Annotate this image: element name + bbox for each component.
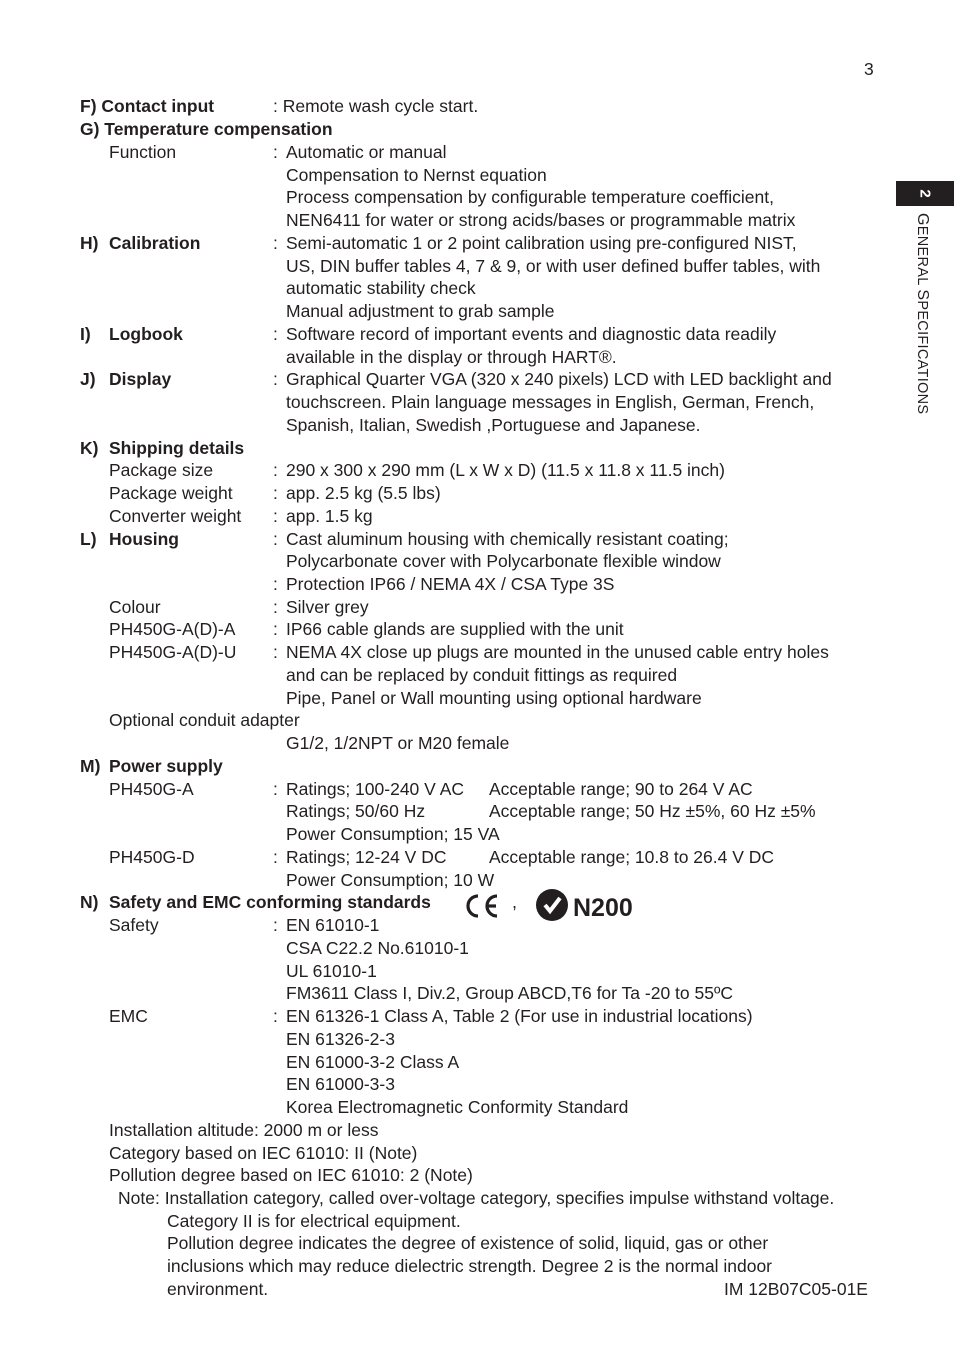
housing-line: Cast aluminum housing with chemically resistant coating; (286, 529, 729, 549)
chapter-tab (896, 181, 954, 206)
converter-weight-value: app. 1.5 kg (286, 506, 373, 526)
section-k-title: Shipping details (109, 438, 245, 458)
section-i-line: available in the display or through HART®. (286, 347, 617, 367)
rating-left: Ratings; 12-24 V DC (286, 847, 447, 867)
ph450g-a-label: PH450G-A (109, 779, 194, 799)
rating-right: Acceptable range; 10.8 to 26.4 V DC (489, 847, 775, 867)
colon: : (273, 597, 278, 617)
section-g-line: Process compensation by configurable temperature coefficient, (286, 187, 775, 207)
colon: : (273, 324, 278, 344)
section-g-function-label: Function (109, 142, 177, 162)
section-f-value: : Remote wash cycle start. (273, 96, 479, 116)
page-number: 3 (864, 59, 874, 79)
note-line: Pollution degree indicates the degree of existence of solid, liquid, gas or other (167, 1233, 769, 1253)
emc-line: Korea Electromagnetic Conformity Standard (286, 1097, 629, 1117)
section-h-title: Calibration (109, 233, 201, 253)
colon: : (273, 1006, 278, 1026)
converter-weight-label: Converter weight (109, 506, 242, 526)
section-j-line: touchscreen. Plain language messages in English, German, French, (286, 392, 815, 412)
package-size-label: Package size (109, 460, 214, 480)
note-line: environment. (167, 1279, 269, 1299)
protection-value: Protection IP66 / NEMA 4X / CSA Type 3S (286, 574, 615, 594)
rcm-mark-icon (535, 888, 569, 922)
colon: : (273, 847, 278, 867)
section-j-title: Display (109, 369, 172, 389)
model-a-value: IP66 cable glands are supplied with the unit (286, 619, 624, 639)
section-j-line: Graphical Quarter VGA (320 x 240 pixels) LCD with LED backlight and (286, 369, 832, 389)
package-size-value: 290 x 300 x 290 mm (L x W x D) (11.5 x 11.8 x 11.5 inch) (286, 460, 725, 480)
model-u-line: and can be replaced by conduit fittings as required (286, 665, 678, 685)
rating-left: Ratings; 50/60 Hz (286, 801, 426, 821)
safety-line: FM3611 Class I, Div.2, Group ABCD,T6 for Ta -20 to 55ºC (286, 983, 733, 1003)
rating-right: Acceptable range; 90 to 264 V AC (489, 779, 753, 799)
note-line: inclusions which may reduce dielectric strength. Degree 2 is the normal indoor (167, 1256, 773, 1276)
installation-category: Category based on IEC 61010: II (Note) (109, 1143, 418, 1163)
section-i-title: Logbook (109, 324, 183, 344)
section-n-title: Safety and EMC conforming standards (109, 892, 431, 912)
colon: : (273, 142, 278, 162)
chapter-title: GENERAL SPECIFICATIONS (914, 213, 931, 415)
package-weight-label: Package weight (109, 483, 233, 503)
section-m-letter: M) (80, 756, 101, 776)
power-consumption: Power Consumption; 10 W (286, 870, 495, 890)
section-j-letter: J) (80, 369, 96, 389)
emc-line: EN 61326-1 Class A, Table 2 (For use in industrial locations) (286, 1006, 753, 1026)
installation-altitude: Installation altitude: 2000 m or less (109, 1120, 379, 1140)
emc-label: EMC (109, 1006, 148, 1026)
colon: : (273, 483, 278, 503)
document-id: IM 12B07C05-01E (724, 1279, 868, 1299)
model-a-label: PH450G-A(D)-A (109, 619, 236, 639)
section-i-line: Software record of important events and diagnostic data readily (286, 324, 777, 344)
package-weight-value: app. 2.5 kg (5.5 lbs) (286, 483, 441, 503)
chapter-number: 2 (916, 189, 934, 198)
marks-comma: , (512, 892, 518, 912)
section-g-title: G) Temperature compensation (80, 119, 333, 139)
emc-line: EN 61326-2-3 (286, 1029, 395, 1049)
colour-value: Silver grey (286, 597, 369, 617)
colon: : (273, 619, 278, 639)
section-k-letter: K) (80, 438, 99, 458)
model-u-line: NEMA 4X close up plugs are mounted in the unused cable entry holes (286, 642, 829, 662)
conduit-adapter-label: Optional conduit adapter (109, 710, 300, 730)
pollution-degree: Pollution degree based on IEC 61010: 2 (Note) (109, 1165, 473, 1185)
ph450g-d-label: PH450G-D (109, 847, 195, 867)
section-h-line: Manual adjustment to grab sample (286, 301, 555, 321)
colon: : (273, 779, 278, 799)
colon: : (273, 369, 278, 389)
rating-right: Acceptable range; 50 Hz ±5%, 60 Hz ±5% (489, 801, 816, 821)
safety-line: CSA C22.2 No.61010-1 (286, 938, 469, 958)
rcm-n200-text: N200 (573, 894, 633, 922)
section-m-title: Power supply (109, 756, 223, 776)
colon: : (273, 574, 278, 594)
colour-label: Colour (109, 597, 161, 617)
colon: : (273, 233, 278, 253)
safety-line: EN 61010-1 (286, 915, 380, 935)
note-line: Category II is for electrical equipment. (167, 1211, 461, 1231)
colon: : (273, 915, 278, 935)
colon: : (273, 506, 278, 526)
safety-line: UL 61010-1 (286, 961, 377, 981)
section-i-letter: I) (80, 324, 91, 344)
section-h-letter: H) (80, 233, 99, 253)
section-n-letter: N) (80, 892, 99, 912)
emc-line: EN 61000-3-2 Class A (286, 1052, 460, 1072)
colon: : (273, 529, 278, 549)
safety-label: Safety (109, 915, 159, 935)
rating-left: Ratings; 100-240 V AC (286, 779, 465, 799)
housing-line: Polycarbonate cover with Polycarbonate flexible window (286, 551, 721, 571)
section-g-line: Compensation to Nernst equation (286, 165, 547, 185)
section-f-title: F) Contact input (80, 96, 215, 116)
section-g-line: Automatic or manual (286, 142, 447, 162)
section-h-line: Semi-automatic 1 or 2 point calibration using pre-configured NIST, (286, 233, 797, 253)
colon: : (273, 642, 278, 662)
model-u-label: PH450G-A(D)-U (109, 642, 237, 662)
emc-line: EN 61000-3-3 (286, 1074, 395, 1094)
conduit-adapter-value: G1/2, 1/2NPT or M20 female (286, 733, 510, 753)
model-u-line: Pipe, Panel or Wall mounting using optional hardware (286, 688, 702, 708)
section-l-title: Housing (109, 529, 179, 549)
ce-mark-icon (462, 892, 502, 920)
power-consumption: Power Consumption; 15 VA (286, 824, 500, 844)
section-g-line: NEN6411 for water or strong acids/bases or programmable matrix (286, 210, 796, 230)
section-h-line: automatic stability check (286, 278, 476, 298)
section-l-letter: L) (80, 529, 97, 549)
colon: : (273, 460, 278, 480)
section-h-line: US, DIN buffer tables 4, 7 & 9, or with user defined buffer tables, with (286, 256, 821, 276)
note-line: Note: Installation category, called over-voltage category, specifies impulse withstand voltage. (118, 1188, 835, 1208)
section-j-line: Spanish, Italian, Swedish ,Portuguese and Japanese. (286, 415, 701, 435)
